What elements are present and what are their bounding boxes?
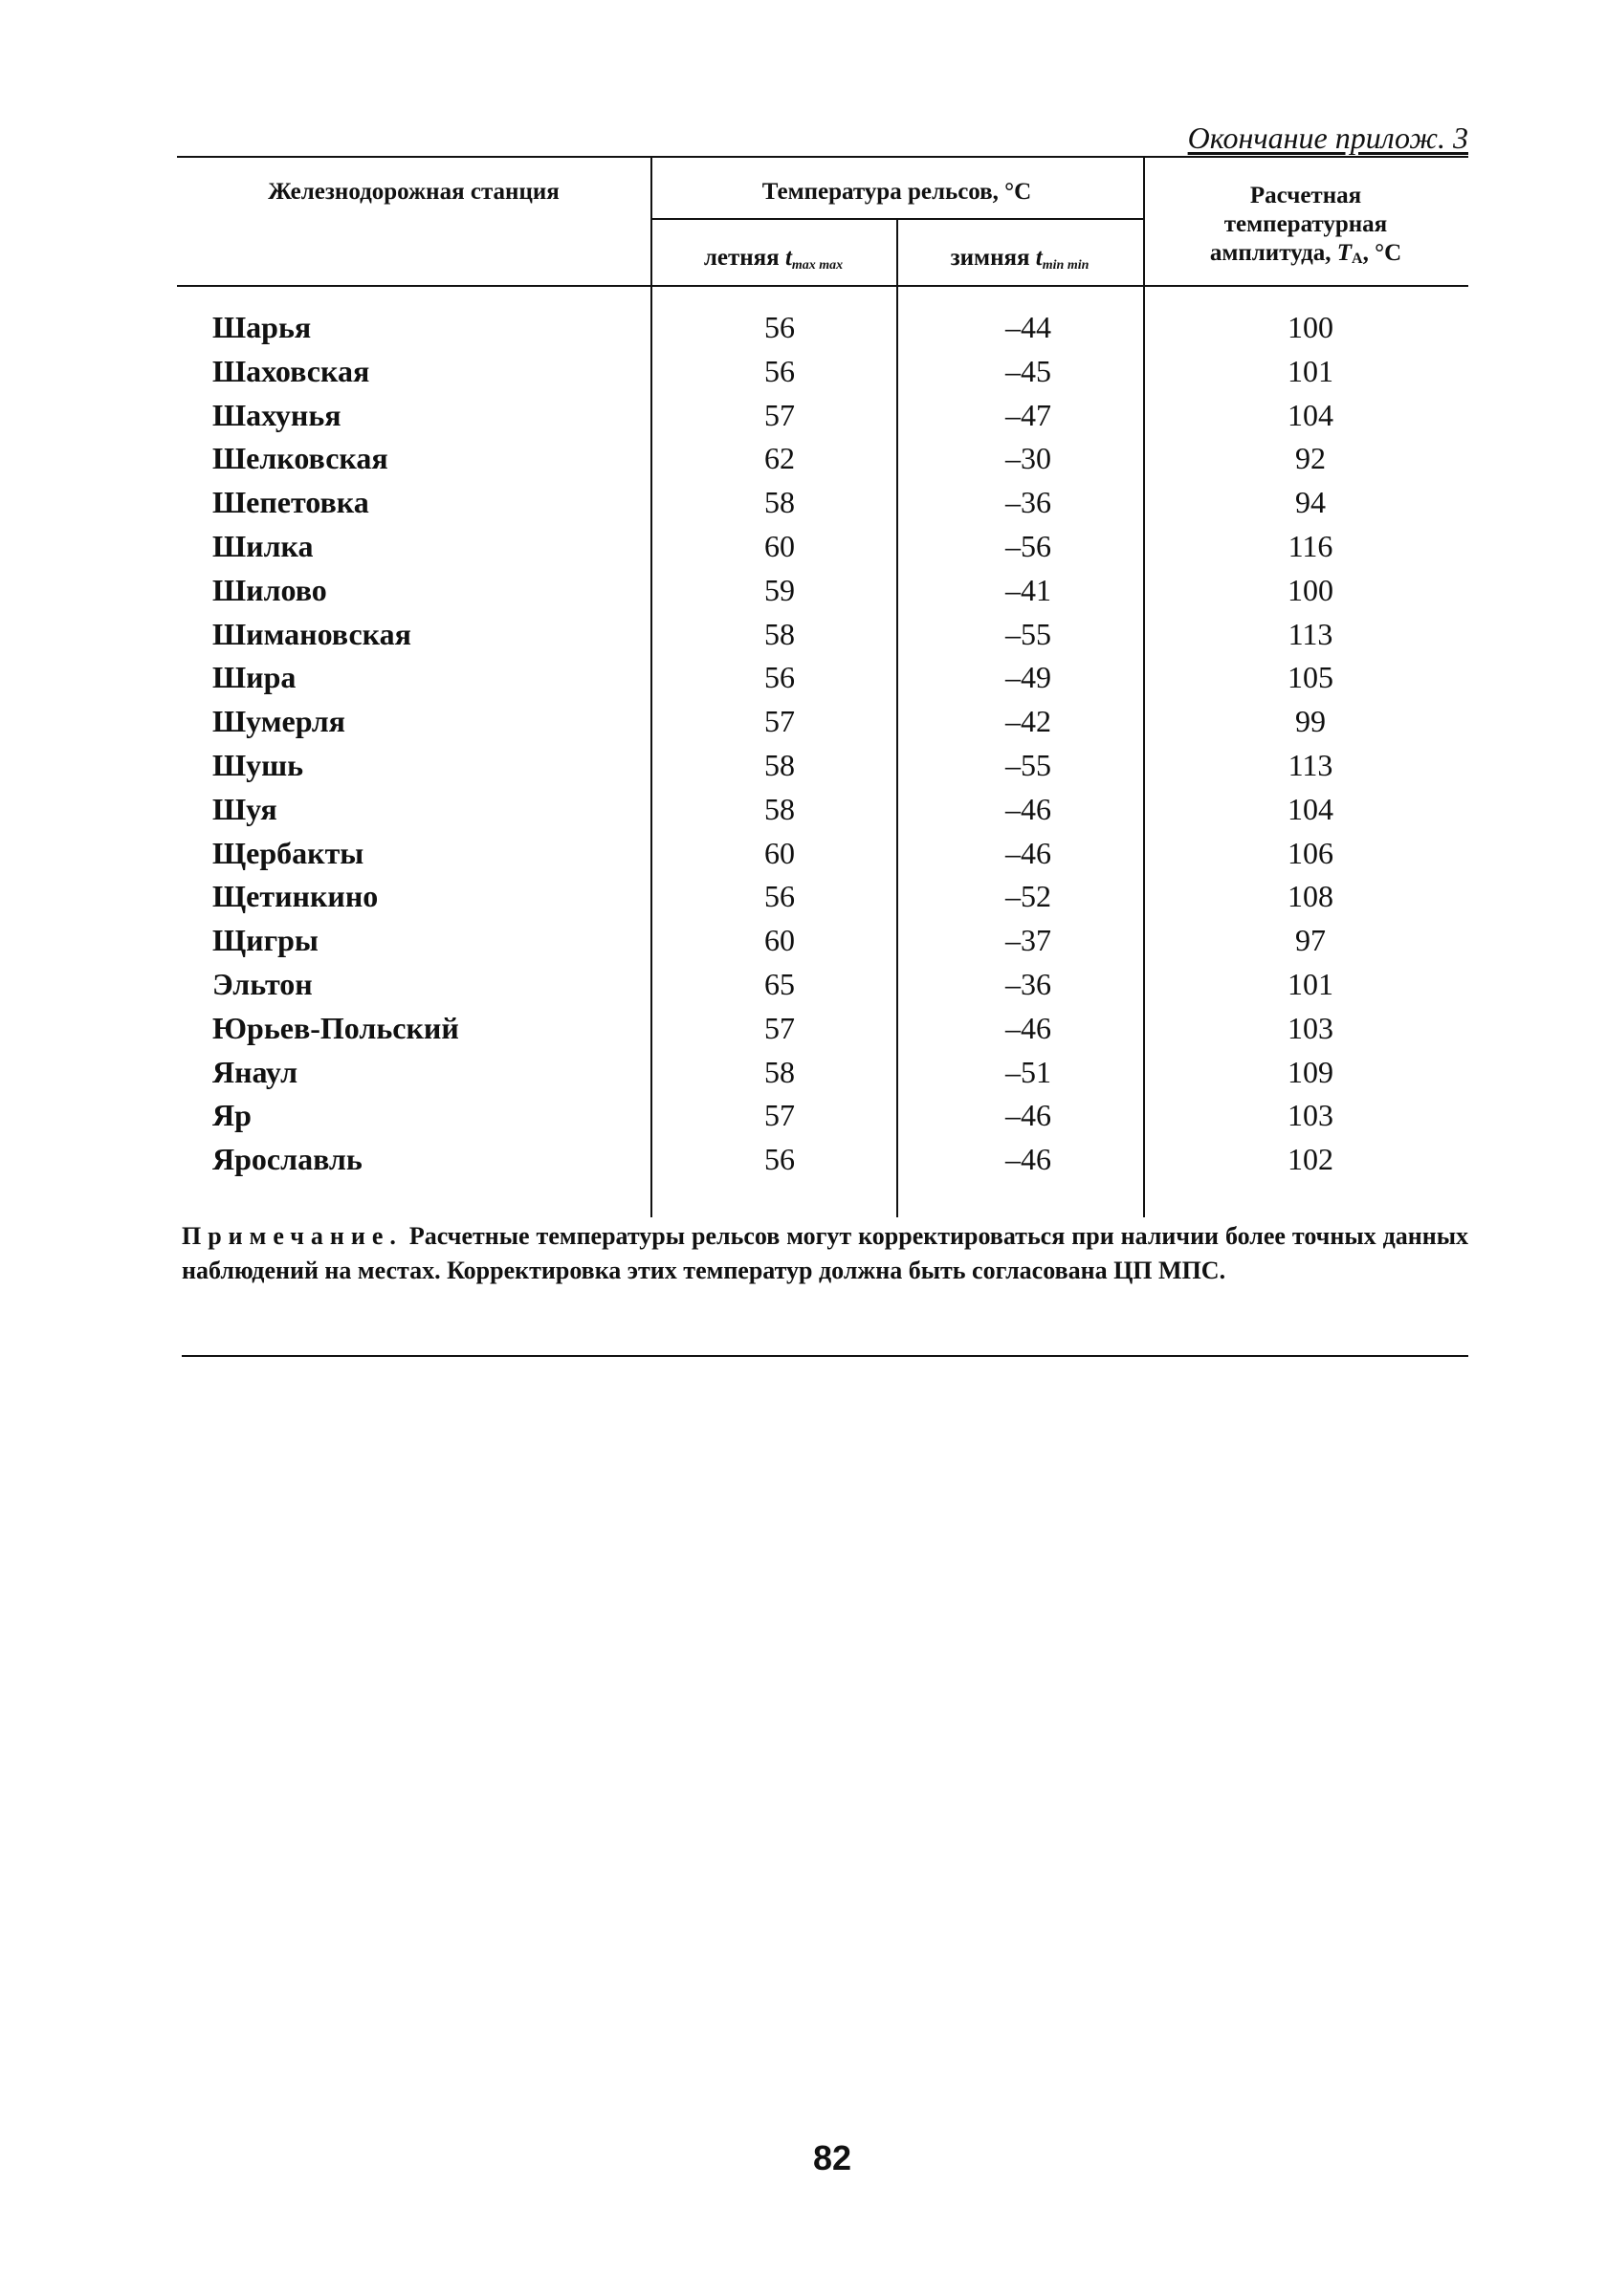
summer-temp: 56 (764, 353, 795, 388)
amplitude: 101 (1288, 353, 1333, 388)
table-row (0, 306, 1607, 350)
winter-temp: –30 (1005, 441, 1051, 476)
winter-temp: –49 (1005, 660, 1051, 695)
winter-temp: –44 (1005, 310, 1051, 344)
header-amplitude-symbol: T (1336, 240, 1353, 266)
summer-temp: 60 (764, 923, 795, 958)
winter-temp: –45 (1005, 353, 1051, 388)
station-name: Шелковская (212, 441, 388, 476)
table-row (0, 963, 1607, 1007)
summer-temp: 58 (764, 791, 795, 826)
winter-temp: –36 (1005, 485, 1051, 520)
table-row (0, 613, 1607, 657)
winter-temp: –51 (1005, 1054, 1051, 1089)
winter-temp: –36 (1005, 966, 1051, 1001)
page-number: 82 (812, 2138, 852, 2177)
amplitude: 108 (1288, 879, 1333, 914)
header-station-text: Железнодорожная станция (268, 179, 560, 205)
table-row (0, 744, 1607, 788)
header-amplitude-line3 (1143, 239, 1468, 273)
amplitude: 101 (1288, 966, 1333, 1001)
table-row (0, 350, 1607, 394)
summer-temp: 56 (764, 660, 795, 695)
amplitude: 100 (1288, 310, 1333, 344)
summer-temp: 58 (764, 1054, 795, 1089)
amplitude: 109 (1288, 1054, 1333, 1089)
summer-temp: 65 (764, 966, 795, 1001)
winter-temp: –46 (1005, 1098, 1051, 1133)
header-bottom-rule (177, 285, 1468, 287)
station-name: Шуя (212, 791, 277, 826)
table-row (0, 700, 1607, 744)
amplitude: 113 (1288, 747, 1333, 782)
table-row (0, 525, 1607, 569)
winter-temp: –46 (1005, 835, 1051, 870)
table-top-rule (177, 156, 1468, 158)
table-row (0, 1094, 1607, 1138)
header-amplitude-unit: , °C (1362, 240, 1402, 266)
table-bottom-rule (182, 1355, 1468, 1357)
summer-temp: 58 (764, 485, 795, 520)
station-name: Янаул (212, 1054, 298, 1089)
station-name: Щетинкино (212, 879, 379, 914)
station-name: Яр (212, 1098, 252, 1133)
station-name: Шахунья (212, 397, 341, 432)
amplitude: 116 (1288, 528, 1333, 563)
winter-temp: –42 (1005, 704, 1051, 739)
table-row (0, 437, 1607, 481)
header-winter (896, 244, 1143, 280)
continuation-label: Окончание прилож. 3 (1187, 120, 1468, 155)
amplitude: 104 (1288, 791, 1333, 826)
header-amplitude-sub: A (1352, 251, 1363, 267)
summer-temp: 60 (764, 835, 795, 870)
station-name: Шилка (212, 528, 314, 563)
station-name: Шимановская (212, 616, 411, 651)
station-name: Шира (212, 660, 297, 695)
table-row (0, 394, 1607, 438)
table-row (0, 875, 1607, 919)
amplitude: 113 (1288, 616, 1333, 651)
header-winter-symbol: t (1035, 245, 1043, 271)
header-summer (650, 244, 896, 280)
winter-temp: –56 (1005, 528, 1051, 563)
winter-temp: –46 (1005, 791, 1051, 826)
table-row (0, 481, 1607, 525)
amplitude: 94 (1295, 485, 1326, 520)
summer-temp: 57 (764, 1098, 795, 1133)
amplitude: 106 (1288, 835, 1333, 870)
header-summer-sub: max max (791, 258, 844, 273)
header-summer-symbol: t (784, 245, 792, 271)
amplitude: 103 (1288, 1098, 1333, 1133)
table-row (0, 1007, 1607, 1051)
header-winter-text: зимняя (950, 245, 1030, 271)
winter-temp: –41 (1005, 572, 1051, 607)
summer-temp: 56 (764, 310, 795, 344)
summer-temp: 56 (764, 879, 795, 914)
station-name: Шаховская (212, 353, 370, 388)
amplitude: 92 (1295, 441, 1326, 476)
amplitude: 99 (1295, 704, 1326, 739)
table-row (0, 1138, 1607, 1182)
header-summer-text: летняя (703, 245, 780, 271)
header-amplitude-line2: температурная (1223, 211, 1388, 237)
station-name: Ярославль (212, 1142, 363, 1177)
winter-temp: –46 (1005, 1142, 1051, 1177)
station-name: Шумерля (212, 704, 345, 739)
summer-temp: 59 (764, 572, 795, 607)
header-amplitude-line1: Расчетная (1249, 183, 1362, 208)
table-body (0, 306, 1607, 1182)
station-name: Щербакты (212, 835, 364, 870)
summer-temp: 62 (764, 441, 795, 476)
header-station (177, 178, 650, 207)
winter-temp: –55 (1005, 616, 1051, 651)
amplitude: 103 (1288, 1010, 1333, 1045)
winter-temp: –55 (1005, 747, 1051, 782)
amplitude: 102 (1288, 1142, 1333, 1177)
summer-temp: 57 (764, 704, 795, 739)
amplitude: 104 (1288, 397, 1333, 432)
table-row (0, 919, 1607, 963)
table-row (0, 832, 1607, 876)
summer-temp: 60 (764, 528, 795, 563)
summer-temp: 56 (764, 1142, 795, 1177)
summer-temp: 58 (764, 747, 795, 782)
summer-temp: 57 (764, 397, 795, 432)
header-rail-temp-text: Температура рельсов, °C (761, 179, 1032, 205)
note-text: Расчетные температуры рельсов могут корректироваться при наличии более точных данных наблюдений на местах. Корректировка этих температур должна быть согласована ЦП МПС. (182, 1222, 1468, 1284)
station-name: Щигры (212, 923, 319, 958)
station-name: Шарья (212, 310, 312, 344)
winter-temp: –47 (1005, 397, 1051, 432)
winter-temp: –37 (1005, 923, 1051, 958)
table-row (0, 788, 1607, 832)
summer-temp: 58 (764, 616, 795, 651)
station-name: Эльтон (212, 966, 313, 1001)
amplitude: 105 (1288, 660, 1333, 695)
header-rail-temp (650, 178, 1143, 207)
table-row (0, 569, 1607, 613)
header-amplitude (1143, 182, 1468, 273)
station-name: Шилово (212, 572, 327, 607)
winter-temp: –46 (1005, 1010, 1051, 1045)
table-row (0, 656, 1607, 700)
header-amplitude-prefix: амплитуда, (1209, 240, 1332, 266)
summer-temp: 57 (764, 1010, 795, 1045)
header-winter-sub: min min (1042, 258, 1090, 273)
station-name: Юрьев-Польский (212, 1010, 459, 1045)
table-row (0, 1051, 1607, 1095)
note-label: Примечание. (182, 1222, 403, 1250)
station-name: Шушь (212, 747, 304, 782)
table-note (182, 1219, 1468, 1288)
amplitude: 100 (1288, 572, 1333, 607)
amplitude: 97 (1295, 923, 1326, 958)
winter-temp: –52 (1005, 879, 1051, 914)
station-name: Шепетовка (212, 485, 369, 520)
